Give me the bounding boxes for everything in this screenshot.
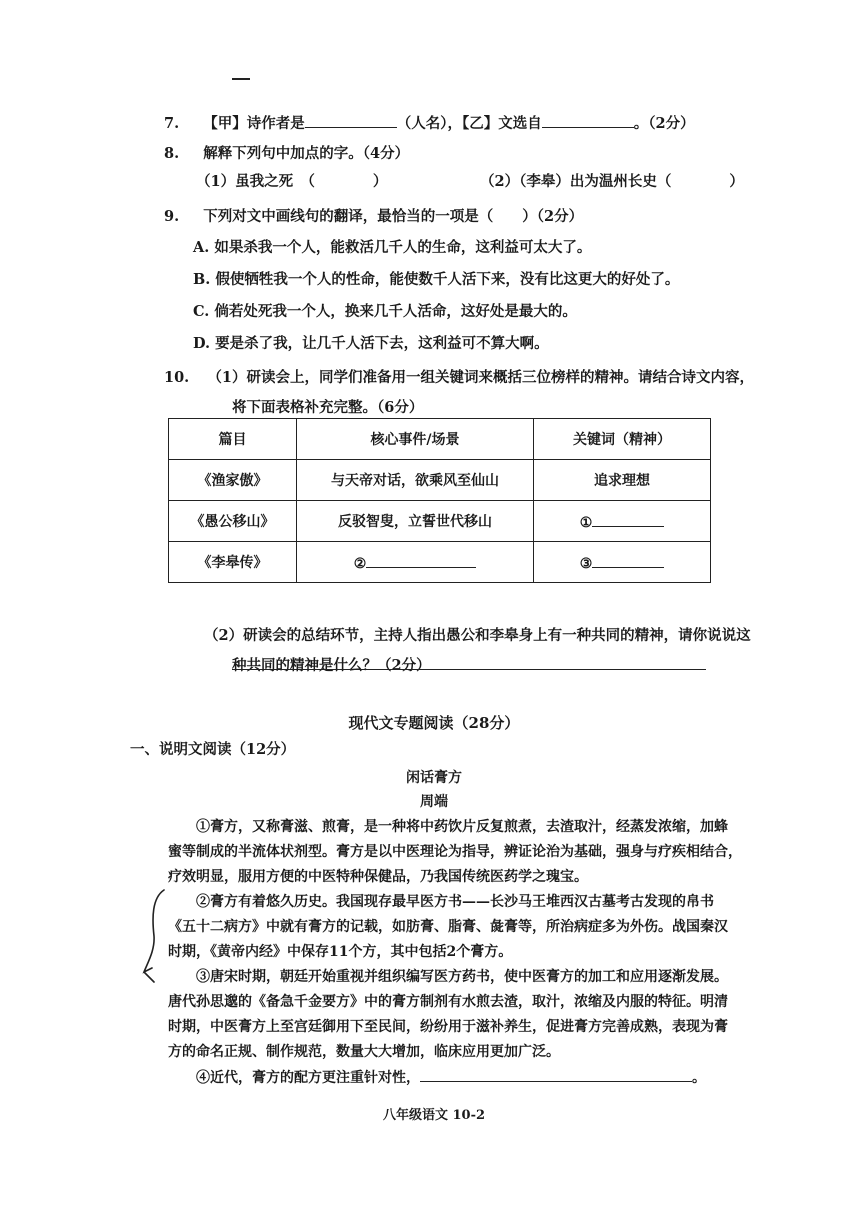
question-number: 9. [164,208,180,225]
question-text: 。（2分） [633,115,695,132]
answer-blank-article[interactable] [420,1067,692,1082]
top-dash-mark [232,78,250,80]
keyword-table [168,418,711,583]
article-title: 闲话膏方 [406,770,462,786]
question-9 [164,205,583,226]
table-header-row [169,419,711,460]
article-line: 唐代孙思邈的《备急千金要方》中的膏方制剂有水煎去渣，取汁，浓缩及内服的特征。明清 [168,994,728,1010]
table-cell: 《愚公移山》 [169,501,297,542]
table-cell: 《渔家傲》 [169,460,297,501]
article-line: ②膏方有着悠久历史。我国现存最早医方书——长沙马王堆西汉古墓考古发现的帛书 [196,894,714,910]
article-line: 方的命名正规、制作规范，数量大大增加，临床应用更加广泛。 [168,1044,560,1060]
table-cell: 《李皋传》 [169,542,297,583]
option-b[interactable]: B. 假使牺牲我一个人的性命，能使数千人活下来，没有比这更大的好处了。 [193,271,680,288]
table-cell-blank[interactable] [534,542,711,583]
table-header: 核心事件/场景 [297,419,534,460]
question-10 [164,366,754,387]
handwritten-bracket-mark [142,888,168,988]
question-number: 8. [164,145,180,162]
question-8 [164,142,409,163]
blank-marker: ① [579,514,593,531]
article-line-text: ④近代，膏方的配方更注重针对性， [196,1070,420,1086]
blank-marker: ③ [579,555,593,572]
table-row [169,460,711,501]
table-cell-blank[interactable] [297,542,534,583]
option-a[interactable]: A. 如果杀我一个人，能救活几千人的生命，这利益可太大了。 [193,239,592,256]
table-row [169,501,711,542]
answer-blank-3[interactable] [592,553,664,568]
answer-blank-2[interactable] [366,553,476,568]
article-line-last [196,1066,706,1091]
article-line: 疗效明显，服用方便的中医特种保健品，乃我国传统医药学之瑰宝。 [168,869,588,885]
option-d[interactable]: D. 要是杀了我，让几千人活下去，这利益可不算大啊。 [193,335,549,352]
section-title: 现代文专题阅读（28分） [348,714,520,732]
page-footer: 八年级语文 10-2 [382,1108,486,1123]
article-line: ③唐宋时期，朝廷开始重视并组织编写医方药书，使中医膏方的加工和应用逐渐发展。 [196,969,728,985]
article-line: 时期，中医膏方上至宫廷御用下至民间，纷纷用于滋补养生，促进膏方完善成熟，表现为膏 [168,1019,728,1035]
blank-marker: ② [353,555,367,572]
article-line: 蜜等制成的半流体状剂型。膏方是以中医理论为指导，辨证论治为基础，强身与疗疾相结合， [168,844,742,860]
question-number: 10. [164,369,190,386]
table-cell-blank[interactable] [534,501,711,542]
article-line: 《五十二病方》中就有膏方的记载，如肪膏、脂膏、彘膏等，所治病症多为外伤。战国秦汉 [168,919,728,935]
question-text: （人名），【乙】文选自 [396,115,542,132]
answer-line[interactable] [232,669,706,670]
answer-blank-poet[interactable] [305,113,397,128]
question-text: 【甲】诗作者是 [203,115,305,132]
article-author: 周端 [420,794,448,810]
question-text-cont: 将下面表格补充完整。（6分） [232,399,424,416]
question-10-part2: （2）研读会的总结环节，主持人指出愚公和李皋身上有一种共同的精神，请你说说这 [204,627,751,644]
table-cell: 追求理想 [534,460,711,501]
article-line: ①膏方，又称膏滋、煎膏，是一种将中药饮片反复煎煮，去渣取汁，经蒸发浓缩，加蜂 [196,819,728,835]
table-header: 篇目 [169,419,297,460]
table-header: 关键词（精神） [534,419,711,460]
table-cell: 与天帝对话，欲乘风至仙山 [297,460,534,501]
option-c[interactable]: C. 倘若处死我一个人，换来几千人活命，这好处是最大的。 [193,303,577,320]
table-cell: 反驳智叟，立誓世代移山 [297,501,534,542]
question-number: 7. [164,115,180,132]
question-7 [164,112,695,133]
article-line: 时期，《黄帝内经》中保存11个方，其中包括2个膏方。 [168,944,513,960]
q8-item-1[interactable]: （1）虽我之死 （ ） [196,173,388,190]
question-text: 下列对文中画线句的翻译，最恰当的一项是（ ）（2分） [203,208,584,225]
q8-item-2[interactable]: （2）（李皋）出为温州长史（ ） [480,173,744,190]
answer-blank-1[interactable] [592,512,664,527]
article-line-end: 。 [692,1070,706,1086]
answer-blank-source[interactable] [542,113,634,128]
section-subtitle: 一、说明文阅读（12分） [130,741,296,758]
table-row [169,542,711,583]
question-10-part2-cont: 种共同的精神是什么？（2分） [232,657,431,674]
question-text: 解释下列句中加点的字。（4分） [203,145,410,162]
question-text: （1）研读会上，同学们准备用一组关键词来概括三位榜样的精神。请结合诗文内容， [207,369,754,386]
